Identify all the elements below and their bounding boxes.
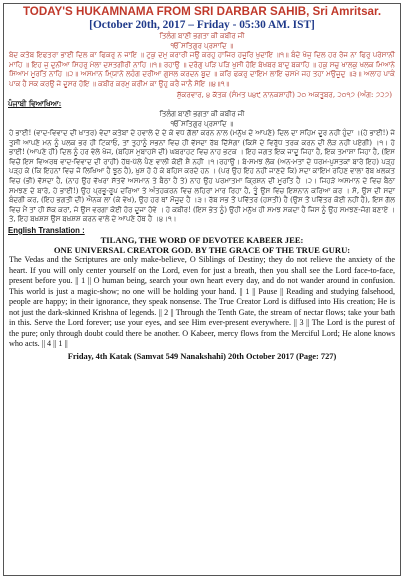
english-translation: The Vedas and the Scriptures are only make-believe, O Siblings of Destiny; they do not relieve the anxiety of the heart. If you will only center yourself on the Lord, even for just a breath, then you shall see the Lord face-to-face, present before you. || 1 || O human being, search your own heart every day, and do not wander around in confusion. This world is just a magic-show; no one will be holding your hand. || 1 || Pause || Reading and studying falsehood, people are happy; in their ignorance, they speak nonsense. The True Creator Lord is diffused into His creation; He is not just the dark-skinned Krishna of legends. || 2 || Through the Tenth Gate, the stream of nectar flows; take your bath in this. Serve the Lord forever; use your eyes, and see Him ever-present everywhere. || 3 || The Lord is the purest of the pure; only through doubt could there be another. O Kabeer, mercy flows from the Merciful Lord; He alone knows who acts. || 4 || 1 || [9,255,395,349]
gurbani-heading: ਤਿਲੰਗ ਬਾਣੀ ਭਗਤਾ ਕੀ ਕਬੀਰ ਜੀ [159,31,245,40]
page-title: TODAY'S HUKAMNAMA FROM SRI DARBAR SAHIB, Sri Amritsar. [22,5,382,18]
footer-date-line: Friday, 4th Katak (Samvat 549 Nanakshahi) 20th October 2017 (Page: 727) [67,351,337,361]
punjabi-block [4,109,400,224]
gurbani-text: ਬੇਦ ਕਤੇਬ ਇਫਤਰਾ ਭਾਈ ਦਿਲ ਕਾ ਫਿਕਰੁ ਨ ਜਾਇ ॥ ਟੁਕੁ ਦਮੁ ਕਰਾਰੀ ਜਉ ਕਰਹੁ ਹਾਜਿਰ ਹਜੂਰਿ ਖੁਦਾਇ ॥੧॥ ਬੰਦੇ ਖੋਜੁ ਦਿਲ ਹਰ ਰੋਜ ਨਾ ਫਿਰੁ ਪਰੇਸਾਨੀ ਮਾਹਿ ॥ ਇਹ ਜੁ ਦੁਨੀਆ ਸਿਹਰੁ ਮੇਲਾ ਦਸਤਗੀਰੀ ਨਾਹਿ ॥੧॥ ਰਹਾਉ ॥ ਦਰੋਗੁ ਪੜਿ ਪੜਿ ਖੁਸੀ ਹੋਇ ਬੇਖਬਰ ਬਾਦੁ ਬਕਾਹਿ ॥ ਹਕੁ ਸਚੁ ਖਾਲਕੁ ਖਲਕ ਮਿਆਨੇ ਸਿਆਮ ਮੂਰਤਿ ਨਾਹਿ ॥੨॥ ਅਸਮਾਨ ਮਿ੍ਯਾਨੇ ਲਹੰਗ ਦਰੀਆ ਗੁਸਲ ਕਰਦਨ ਬੂਦ ॥ ਕਰਿ ਫਕਰੁ ਦਾਇਮ ਲਾਇ ਚਸਮੇ ਜਹ ਤਹਾ ਮਉਜੂਦੁ ॥੩॥ ਅਲਾਹ ਪਾਕੰ ਪਾਕ ਹੈ ਸਕ ਕਰਉ ਜੇ ਦੂਸਰ ਹੋਇ ॥ ਕਬੀਰ ਕਰਮੁ ਕਰੀਮ ਕਾ ਉਹੁ ਕਰੈ ਜਾਨੈ ਸੋਇ ॥੪॥੧॥ [9,50,395,88]
hukamnama-sheet [3,3,401,576]
punjabi-mool-mantar: ੴ ਸਤਿਗੁਰ ਪ੍ਰਸਾਦਿ ॥ [170,118,234,128]
gurbani-mool-mantar: ੴ ਸਤਿਗੁਰ ਪ੍ਰਸਾਦਿ ॥ [170,40,234,50]
page-header [4,6,400,31]
english-title-1: TILANG, THE WORD OF DEVOTEE KABEER JEE: [100,234,304,245]
gurbani-block [4,31,400,89]
date-line: [October 20th, 2017 – Friday - 05:30 AM. IST] [89,18,315,31]
punjabi-section-label: ਪੰਜਾਬੀ ਵਿਆਖਿਆ: [8,99,62,109]
english-label: English Translation : [8,225,85,235]
punjabi-explanation: ਹੇ ਭਾਈ! (ਵਾਦ-ਵਿਵਾਦ ਦੀ ਖ਼ਾਤਰ) ਵੇਦਾਂ ਕਤੇਬਾਂ ਦੇ ਹਵਾਲੇ ਦੇ ਦੇ ਕੇ ਵਧ ਗੱਲਾਂ ਕਰਨ ਨਾਲ (ਮਨੁੱਖ ਦੇ ਆਪਣੇ) ਦਿਲ ਦਾ ਸਹਿਮ ਦੂਰ ਨਹੀਂ ਹੁੰਦਾ ।(ਹੇ ਭਾਈ!) ਜੇ ਤੁਸੀ ਆਪਣੇ ਮਨ ਨੂੰ ਪਲਕ ਭਰ ਹੀ ਟਿਕਾਓ, ਤਾਂ ਤੁਹਾਨੂੰ ਸਭਨਾਂ ਵਿਚ ਹੀ ਵੱਸਦਾ ਰੱਬ ਦਿੱਸੇਗਾ (ਕਿਸੇ ਦੇ ਵਿਰੁੱਧ ਤਰਕ ਕਰਨ ਦੀ ਲੋੜ ਨਹੀਂ ਪਏਗੀ) ।੧। ਹੇ ਭਾਈ! (ਆਪਣੇ ਹੀ) ਦਿਲ ਨੂੰ ਹਰ ਵੇਲੇ ਖੋਜ, (ਬਹਿਸ ਮੁਬਾਹਸੇ ਦੀ) ਘਬਰਾਹਟ ਵਿਚ ਨਾਹ ਭਟਕ । ਇਹ ਜਗਤ ਇਕ ਜਾਦੂ ਜਿਹਾ ਹੈ, ਇਕ ਤਮਾਸ਼ਾ ਜਿਹਾ ਹੈ, (ਇਸ ਵਿਚੋਂ ਇਸ ਵਿਅਰਥ ਵਾਦ-ਵਿਵਾਦ ਦੀ ਰਾਹੀਂ) ਹੱਥ-ਪੱਲੇ ਪੈਣ ਵਾਲੀ ਕੋਈ ਸ਼ੈ ਨਹੀਂ ।੧।ਰਹਾਉ। ਬੇ-ਸਮਝ ਲੋਕ (ਅਨ-ਮਤਾਂ ਦੇ ਧਰਮ-ਪੁਸਤਕਾਂ ਬਾਰੇ ਇਹ) ਪੜ੍ਹ ਪੜ੍ਹ ਕੇ (ਕਿ ਇਹਨਾਂ ਵਿਚ ਜੋ ਲਿਖਿਆ ਹੈ ਝੂਠ ਹੈ), ਖ਼ੁਸ਼ ਹੋ ਹੋ ਕੇ ਬਹਿਸ ਕਰਦੇ ਹਨ । (ਪਰ ਉਹ ਇਹ ਨਹੀਂ ਜਾਣਦੇ ਕਿ) ਸਦਾ ਕਾਇਮ ਰਹਿਣ ਵਾਲਾ ਰੱਬ ਖ਼ਲਕਤ ਵਿਚ (ਭੀ) ਵੱਸਦਾ ਹੈ, (ਨਾਹ ਉਹ ਵੱਖਰਾ ਸੱਤਵੇਂ ਅਸਮਾਨ ਤੇ ਬੈਠਾ ਹੈ ਤੇ) ਨਾਹ ਉਹ ਪਰਮਾਤਮਾ ਕ੍ਰਿਸ਼ਨ ਦੀ ਮੂਰਤਿ ਹੈ ।੨। ਜਿਹੜੇ ਅਸਮਾਨ ਦੇ ਵਿਚ ਬੈਠਾ ਸਮਝਣ ਦੇ ਬਾਰੇ, ਹੇ ਭਾਈ!) ਉਹ ਪ੍ਰਭੂ-ਰੂਪ ਦਰਿਆ ਤੇ ਅੰਤਹਕਰਨ ਵਿਚ ਲਹਿਰਾਂ ਮਾਰ ਰਿਹਾ ਹੈ, ਤੂੰ ਉਸ ਵਿਚ ਇਸ਼ਨਾਨ ਕਰਿਆ ਕਰ । ਸੋ, ਉਸ ਦੀ ਸਦਾ ਬੰਦਗੀ ਕਰ, (ਇਹ ਭਗਤੀ ਦੀ) ਐਨਕ ਲਾ (ਕੇ ਵੇਖ), ਉਹ ਹਰ ਥਾਂ ਮੌਜੂਦ ਹੈ ।੩। ਰੱਬ ਸਭ ਤੋਂ ਪਵਿੱਤਰ (ਹਸਤੀ) ਹੈ (ਉਸ ਤੋਂ ਪਵਿੱਤਰ ਕੋਈ ਨਹੀਂ ਹੈ), ਇਸ ਗੱਲ ਵਿਚ ਮੈਂ ਤਾਂ ਹੀ ਸ਼ੱਕ ਕਰਾਂ, ਜੇ ਉਸ ਵਰਗਾ ਕੋਈ ਹੋਰ ਦੂਜਾ ਹੋਵੇ । ਹੇ ਕਬੀਰ! (ਇਸ ਭੇਤ ਨੂੰ) ਉਹੀ ਮਨੁੱਖ ਹੀ ਸਮਝ ਸਕਦਾ ਹੈ ਜਿਸ ਨੂੰ ਉਹ ਸਮਝਣ-ਜੋਗ ਬਣਾਏ । ਤੇ, ਇਹ ਬਖ਼ਸ਼ਸ਼ ਉਸ ਬਖ਼ਸ਼ਸ਼ ਕਰਨ ਵਾਲੇ ਦੇ ਆਪਣੇ ਹੱਥ ਹੈ ।੪।੧। [9,128,395,224]
punjabi-heading: ਤਿਲੰਗ ਬਾਣੀ ਭਗਤਾ ਕੀ ਕਬੀਰ ਜੀ [159,109,245,119]
gurbani-date-line: ਸ਼ੁੱਕਰਵਾਰ, ੪ ਕੱਤਕ (ਸੰਮਤ ੫੪੯ ਨਾਨਕਸ਼ਾਹੀ) ੨੦ ਅਕਤੂਬਰ, ੨੦੧੭ (ਅੰਗ: ੭੨੭) [176,89,392,99]
english-title-2: ONE UNIVERSAL CREATOR GOD. BY THE GRACE OF THE TRUE GURU: [53,244,351,255]
